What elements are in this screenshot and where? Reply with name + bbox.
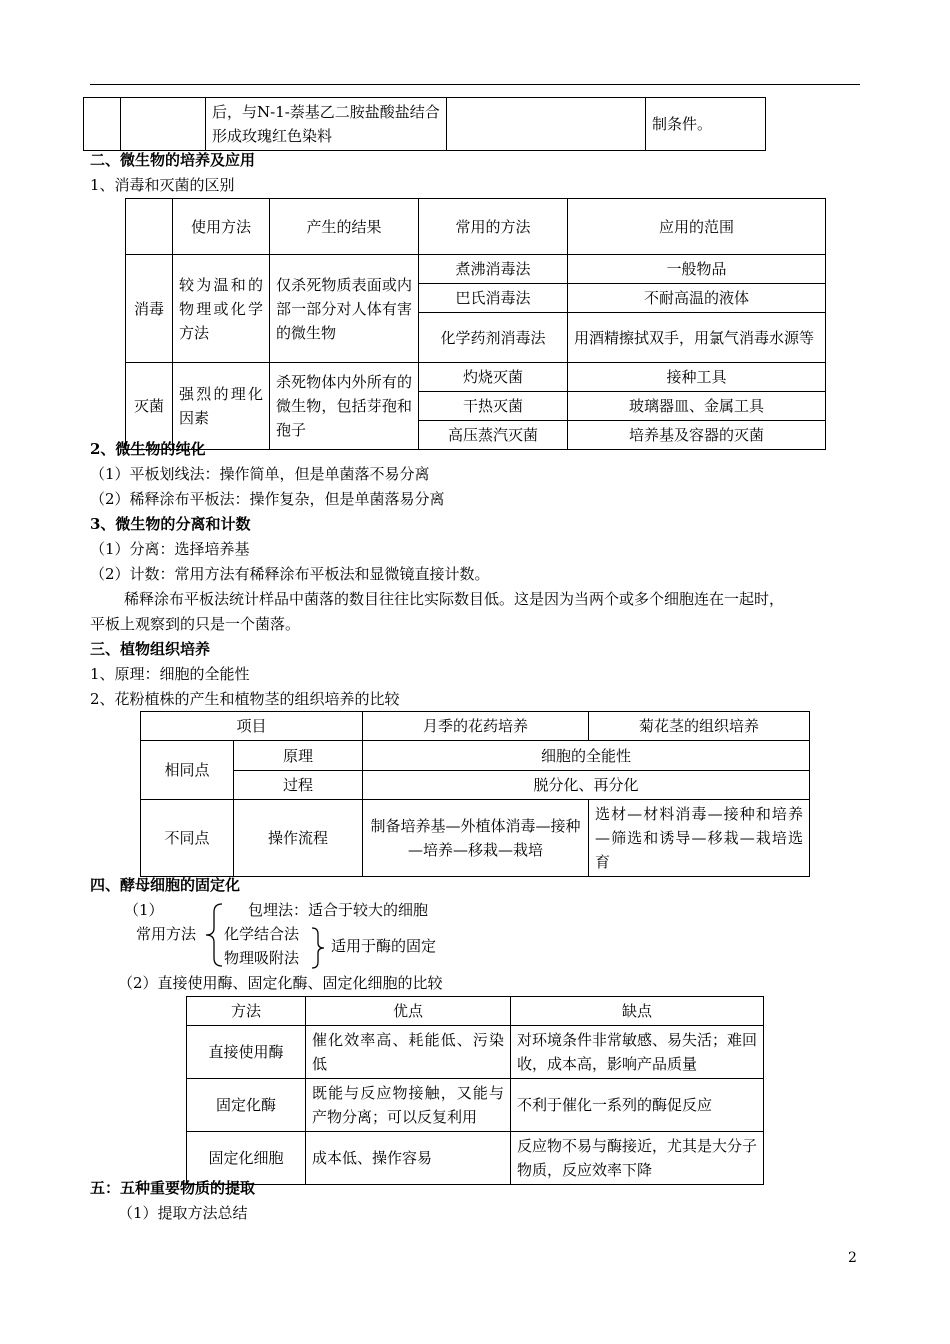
tissue-culture-table xyxy=(140,711,810,877)
list-item: （2）稀释涂布平板法：操作复杂，但是单菌落易分离 xyxy=(90,490,445,508)
table-cell: 高压蒸汽灭菌 xyxy=(419,421,568,450)
table-cell: 选材—材料消毒—接种和培养—筛选和诱导—移栽—栽培选育 xyxy=(589,800,810,877)
top-table-cell: 后，与N-1-萘基乙二胺盐酸盐结合形成玫瑰红色染料 xyxy=(206,98,447,151)
list-item: （2）计数：常用方法有稀释涂布平板法和显微镜直接计数。 xyxy=(90,565,490,583)
subsection-title: 1、消毒和灭菌的区别 xyxy=(90,176,235,194)
row-label-sterilize: 灭菌 xyxy=(126,363,173,450)
subsection-title: 3、微生物的分离和计数 xyxy=(90,515,251,533)
common-methods-label: 常用方法 xyxy=(136,925,197,943)
paragraph-line: 稀释涂布平板法统计样品中菌落的数目往往比实际数目低。这是因为当两个或多个细胞连在一起时， xyxy=(124,590,785,608)
header-rule xyxy=(90,84,860,85)
top-table-cell: 制条件。 xyxy=(646,98,766,151)
table-cell: 成本低、操作容易 xyxy=(306,1132,511,1185)
table-cell: 脱分化、再分化 xyxy=(363,771,810,800)
section-heading: 二、微生物的培养及应用 xyxy=(90,151,256,169)
table-cell: 操作流程 xyxy=(234,800,363,877)
table-cell: 用酒精擦拭双手，用氯气消毒水源等 xyxy=(568,313,826,363)
disinfect-sterilize-table xyxy=(125,198,826,450)
table-header: 使用方法 xyxy=(173,199,270,255)
page-number: 2 xyxy=(848,1250,857,1266)
table-cell: 细胞的全能性 xyxy=(363,741,810,771)
table-cell: 制备培养基—外植体消毒—接种—培养—移栽—栽培 xyxy=(363,800,589,877)
table-cell: 对环境条件非常敏感、易失活；难回收，成本高，影响产品质量 xyxy=(511,1026,764,1079)
table-cell: 玻璃器皿、金属工具 xyxy=(568,392,826,421)
table-cell: 既能与反应物接触，又能与产物分离；可以反复利用 xyxy=(306,1079,511,1132)
table-cell: 煮沸消毒法 xyxy=(419,255,568,284)
section-heading: 三、植物组织培养 xyxy=(90,640,211,658)
table-cell: 过程 xyxy=(234,771,363,800)
table-header: 常用的方法 xyxy=(419,199,568,255)
table-cell: 巴氏消毒法 xyxy=(419,284,568,313)
list-item: （1）提取方法总结 xyxy=(118,1204,248,1222)
table-header: 月季的花药培养 xyxy=(363,712,589,741)
table-header: 缺点 xyxy=(511,997,764,1026)
table-cell: 反应物不易与酶接近，尤其是大分子物质，反应效率下降 xyxy=(511,1132,764,1185)
table-cell: 杀死物体内外所有的微生物，包括芽孢和孢子 xyxy=(270,363,419,450)
enzyme-note: 适用于酶的固定 xyxy=(331,937,437,955)
table-header: 应用的范围 xyxy=(568,199,826,255)
enzyme-comparison-table xyxy=(186,996,764,1185)
list-item: 2、花粉植株的产生和植物茎的组织培养的比较 xyxy=(90,690,400,708)
phys-method: 物理吸附法 xyxy=(224,949,300,967)
table-cell: 化学药剂消毒法 xyxy=(419,313,568,363)
top-continuation-table xyxy=(83,97,766,151)
table-cell: 接种工具 xyxy=(568,363,826,392)
table-cell: 灼烧灭菌 xyxy=(419,363,568,392)
table-cell: 仅杀死物质表面或内部一部分对人体有害的微生物 xyxy=(270,255,419,363)
table-header: 优点 xyxy=(306,997,511,1026)
table-cell: 不耐高温的液体 xyxy=(568,284,826,313)
table-cell: 固定化细胞 xyxy=(187,1132,306,1185)
list-item: 1、原理：细胞的全能性 xyxy=(90,665,250,683)
table-cell: 干热灭菌 xyxy=(419,392,568,421)
table-header: 项目 xyxy=(141,712,363,741)
paragraph-line: 平板上观察到的只是一个菌落。 xyxy=(90,615,301,633)
right-brace-icon xyxy=(310,926,326,970)
table-cell: 一般物品 xyxy=(568,255,826,284)
left-brace-icon xyxy=(202,902,224,968)
chem-method: 化学结合法 xyxy=(224,925,300,943)
row-label-diff: 不同点 xyxy=(141,800,234,877)
table-cell: 催化效率高、耗能低、污染低 xyxy=(306,1026,511,1079)
table-cell: 固定化酶 xyxy=(187,1079,306,1132)
table-header: 方法 xyxy=(187,997,306,1026)
embed-method: 包埋法：适合于较大的细胞 xyxy=(248,901,429,919)
table-cell: 直接使用酶 xyxy=(187,1026,306,1079)
table-cell: 强烈的理化因素 xyxy=(173,363,270,450)
section-heading: 五：五种重要物质的提取 xyxy=(90,1179,256,1197)
table-cell: 原理 xyxy=(234,741,363,771)
table-cell: 培养基及容器的灭菌 xyxy=(568,421,826,450)
table-header: 产生的结果 xyxy=(270,199,419,255)
list-item: （1）平板划线法：操作简单，但是单菌落不易分离 xyxy=(90,465,430,483)
list-item: （1）分离：选择培养基 xyxy=(90,540,250,558)
list-item: （2）直接使用酶、固定化酶、固定化细胞的比较 xyxy=(118,974,443,992)
table-cell: 较为温和的物理或化学方法 xyxy=(173,255,270,363)
subsection-title: 2、微生物的纯化 xyxy=(90,440,206,458)
row-label-disinfect: 消毒 xyxy=(126,255,173,363)
table-header: 菊花茎的组织培养 xyxy=(589,712,810,741)
section-heading: 四、酵母细胞的固定化 xyxy=(90,876,241,894)
table-cell: 不利于催化一系列的酶促反应 xyxy=(511,1079,764,1132)
item-number: （1） xyxy=(124,901,164,919)
row-label-same: 相同点 xyxy=(141,741,234,800)
